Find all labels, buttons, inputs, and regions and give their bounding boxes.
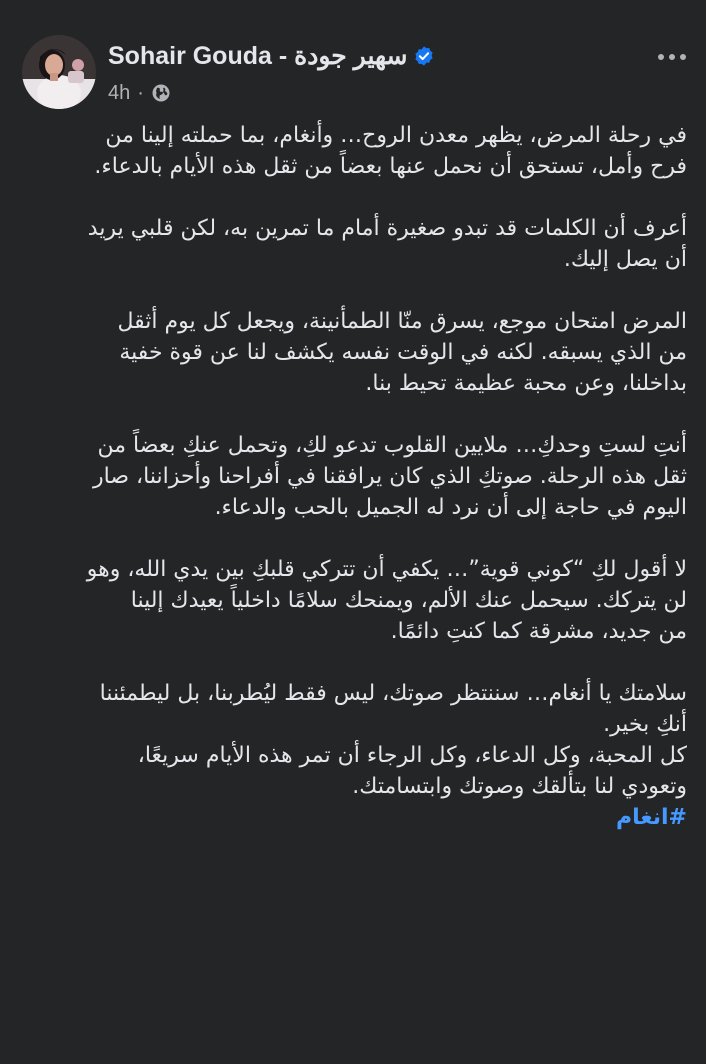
post-text-line: بداخلنا، وعن محبة عظيمة تحيط بنا.: [365, 371, 687, 396]
author-avatar[interactable]: [22, 35, 96, 109]
post-paragraph: [22, 430, 687, 523]
post-text-line: أن يصل إليك.: [563, 247, 687, 272]
post-paragraph: [22, 306, 687, 399]
hashtag-link[interactable]: #انغام: [615, 805, 687, 830]
more-horizontal-icon: [669, 54, 675, 60]
post-paragraph: [22, 120, 687, 182]
post-paragraph: [22, 213, 687, 275]
post-body: [22, 120, 687, 833]
author-name-row: [108, 39, 435, 73]
post-text-line: سلامتك يا أنغام… سننتظر صوتك، ليس فقط ليُطربنا، بل ليطمئننا: [99, 681, 687, 706]
avatar-image: [22, 35, 96, 109]
post-text-line: اليوم في حاجة إلى أن نرد له الجميل بالحب والدعاء.: [214, 495, 687, 520]
more-horizontal-icon: [680, 54, 686, 60]
post-text-line: فرح وأمل، تستحق أن نحمل عنها بعضاً من ثقل هذه الأيام بالدعاء.: [94, 154, 687, 179]
post-text-line: وتعودي لنا بتألقك وصوتك وابتسامتك.: [352, 774, 687, 799]
post-text-line: ثقل هذه الرحلة. صوتكِ الذي كان يرافقنا في أفراحنا وأحزاننا، صار: [93, 464, 687, 489]
post-header: [22, 35, 692, 115]
more-horizontal-icon: [658, 54, 664, 60]
post-text-line: في رحلة المرض، يظهر معدن الروح… وأنغام، بما حملته إلينا من: [105, 123, 687, 148]
author-name[interactable]: Sohair Gouda - سهير جودة: [108, 42, 408, 70]
post-text-line: أنكِ بخير.: [603, 712, 687, 737]
post-paragraph: [22, 554, 687, 647]
post-text-line: كل المحبة، وكل الدعاء، وكل الرجاء أن تمر هذه الأيام سريعًا،: [137, 743, 687, 768]
more-options-button[interactable]: [652, 45, 692, 69]
post-text-line: لن يتركك. سيحمل عنك الألم، ويمنحك سلامًا داخلياً يعيدك إلينا: [130, 588, 687, 613]
globe-icon[interactable]: [151, 83, 171, 103]
post-paragraph: [22, 678, 687, 802]
meta-separator: ·: [137, 81, 144, 104]
post-text-line: لا أقول لكِ “كوني قوية”… يكفي أن تتركي قلبكِ بين يدي الله، وهو: [86, 557, 687, 582]
post-meta: [108, 79, 171, 107]
post-text-line: من جديد، مشرقة كما كنتِ دائمًا.: [390, 619, 687, 644]
verified-badge-icon: [413, 45, 435, 67]
post-text-line: أنتِ لستِ وحدكِ… ملايين القلوب تدعو لكِ، وتحمل عنكِ بعضاً من: [97, 433, 687, 458]
post-text-line: من الذي يسبقه. لكنه في الوقت نفسه يكشف لنا عن قوة خفية: [119, 340, 687, 365]
post-timestamp[interactable]: 4h: [108, 81, 131, 104]
post-text-line: المرض امتحان موجع، يسرق منّا الطمأنينة، ويجعل كل يوم أثقل: [117, 309, 687, 334]
post-text-line: أعرف أن الكلمات قد تبدو صغيرة أمام ما تمرين به، لكن قلبي يريد: [87, 216, 687, 241]
